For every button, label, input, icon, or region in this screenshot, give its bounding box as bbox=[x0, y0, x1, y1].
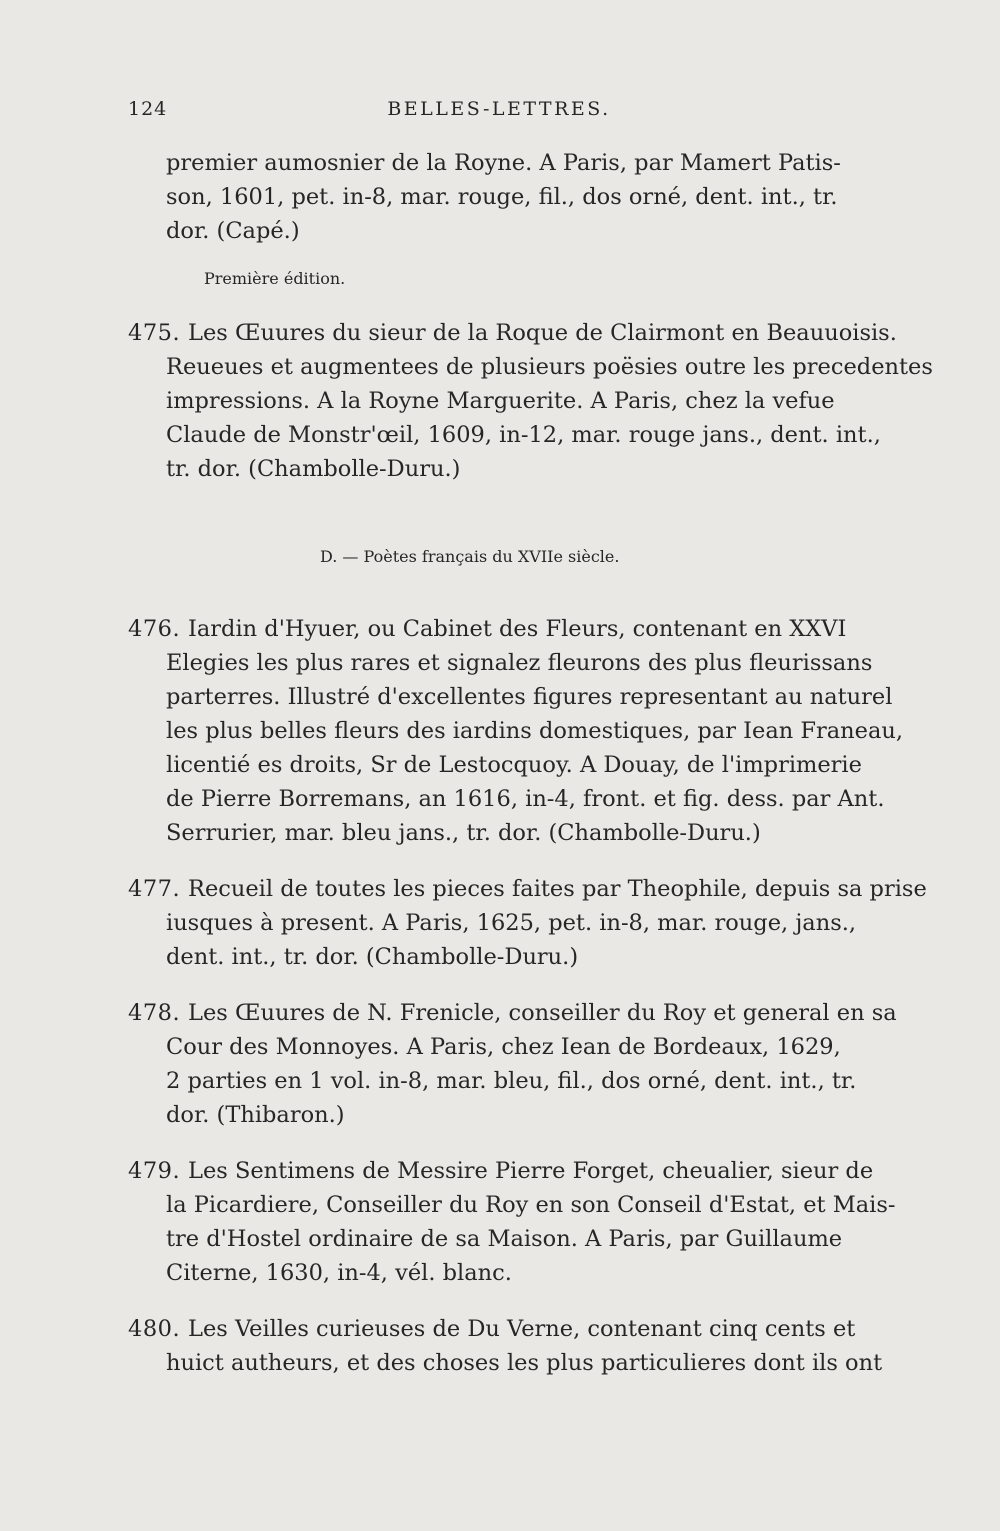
line-text: Les Sentimens de Messire Pierre Forget, cheualier, sieur de bbox=[188, 1158, 874, 1184]
line-text: tr. dor. (Chambolle-Duru.) bbox=[166, 456, 461, 482]
line-text: Iardin d'Hyuer, ou Cabinet des Fleurs, contenant en XXVI bbox=[188, 616, 847, 642]
page-number: 124 bbox=[128, 98, 168, 120]
line-text: Reueues et augmentees de plusieurs poësies outre les precedentes bbox=[166, 354, 933, 380]
line-text: 2 parties en 1 vol. in-8, mar. bleu, fil., dos orné, dent. int., tr. bbox=[166, 1068, 857, 1094]
line-text: Citerne, 1630, in-4, vél. blanc. bbox=[166, 1260, 512, 1286]
line-text: dent. int., tr. dor. (Chambolle-Duru.) bbox=[166, 944, 579, 970]
running-header bbox=[128, 98, 870, 128]
entry-number: 478. bbox=[128, 1000, 181, 1026]
line-text: Première édition. bbox=[204, 269, 346, 288]
entry-number: 476. bbox=[128, 616, 181, 642]
line-text: Les Veilles curieuses de Du Verne, contenant cinq cents et bbox=[188, 1316, 856, 1342]
line-text: dor. (Thibaron.) bbox=[166, 1102, 345, 1128]
line-text: impressions. A la Royne Marguerite. A Paris, chez la vefue bbox=[166, 388, 835, 414]
line-text: Serrurier, mar. bleu jans., tr. dor. (Chambolle-Duru.) bbox=[166, 820, 761, 846]
line-text: licentié es droits, Sr de Lestocquoy. A Douay, de l'imprimerie bbox=[166, 752, 862, 778]
line-text: iusques à present. A Paris, 1625, pet. in-8, mar. rouge, jans., bbox=[166, 910, 857, 936]
line-text: les plus belles fleurs des iardins domestiques, par Iean Franeau, bbox=[166, 718, 904, 744]
line-text: Elegies les plus rares et signalez fleurons des plus fleurissans bbox=[166, 650, 873, 676]
running-title: BELLES-LETTRES. bbox=[387, 98, 611, 120]
line-text: son, 1601, pet. in-8, mar. rouge, fil., dos orné, dent. int., tr. bbox=[166, 184, 838, 210]
line-text: Claude de Monstr'œil, 1609, in-12, mar. rouge jans., dent. int., bbox=[166, 422, 881, 448]
line-text: la Picardiere, Conseiller du Roy en son Conseil d'Estat, et Mais- bbox=[166, 1192, 896, 1218]
entry-number: 477. bbox=[128, 876, 181, 902]
line-text: Les Œuures du sieur de la Roque de Clairmont en Beauuoisis. bbox=[188, 320, 897, 346]
entry-number: 480. bbox=[128, 1316, 181, 1342]
line-text: Les Œuures de N. Frenicle, conseiller du Roy et general en sa bbox=[188, 1000, 897, 1026]
line-text: D. — Poètes français du XVIIe siècle. bbox=[320, 547, 620, 566]
line-text: de Pierre Borremans, an 1616, in-4, front. et fig. dess. par Ant. bbox=[166, 786, 885, 812]
line-text: tre d'Hostel ordinaire de sa Maison. A Paris, par Guillaume bbox=[166, 1226, 843, 1252]
line-text: huict autheurs, et des choses les plus particulieres dont ils ont bbox=[166, 1350, 883, 1376]
line-text: Cour des Monnoyes. A Paris, chez Iean de Bordeaux, 1629, bbox=[166, 1034, 841, 1060]
line-text: dor. (Capé.) bbox=[166, 218, 300, 244]
line-text: parterres. Illustré d'excellentes figures representant au naturel bbox=[166, 684, 893, 710]
entry-number: 479. bbox=[128, 1158, 181, 1184]
line-text: premier aumosnier de la Royne. A Paris, par Mamert Patis- bbox=[166, 150, 841, 176]
line-text: Recueil de toutes les pieces faites par Theophile, depuis sa prise bbox=[188, 876, 927, 902]
entry-number: 475. bbox=[128, 320, 181, 346]
